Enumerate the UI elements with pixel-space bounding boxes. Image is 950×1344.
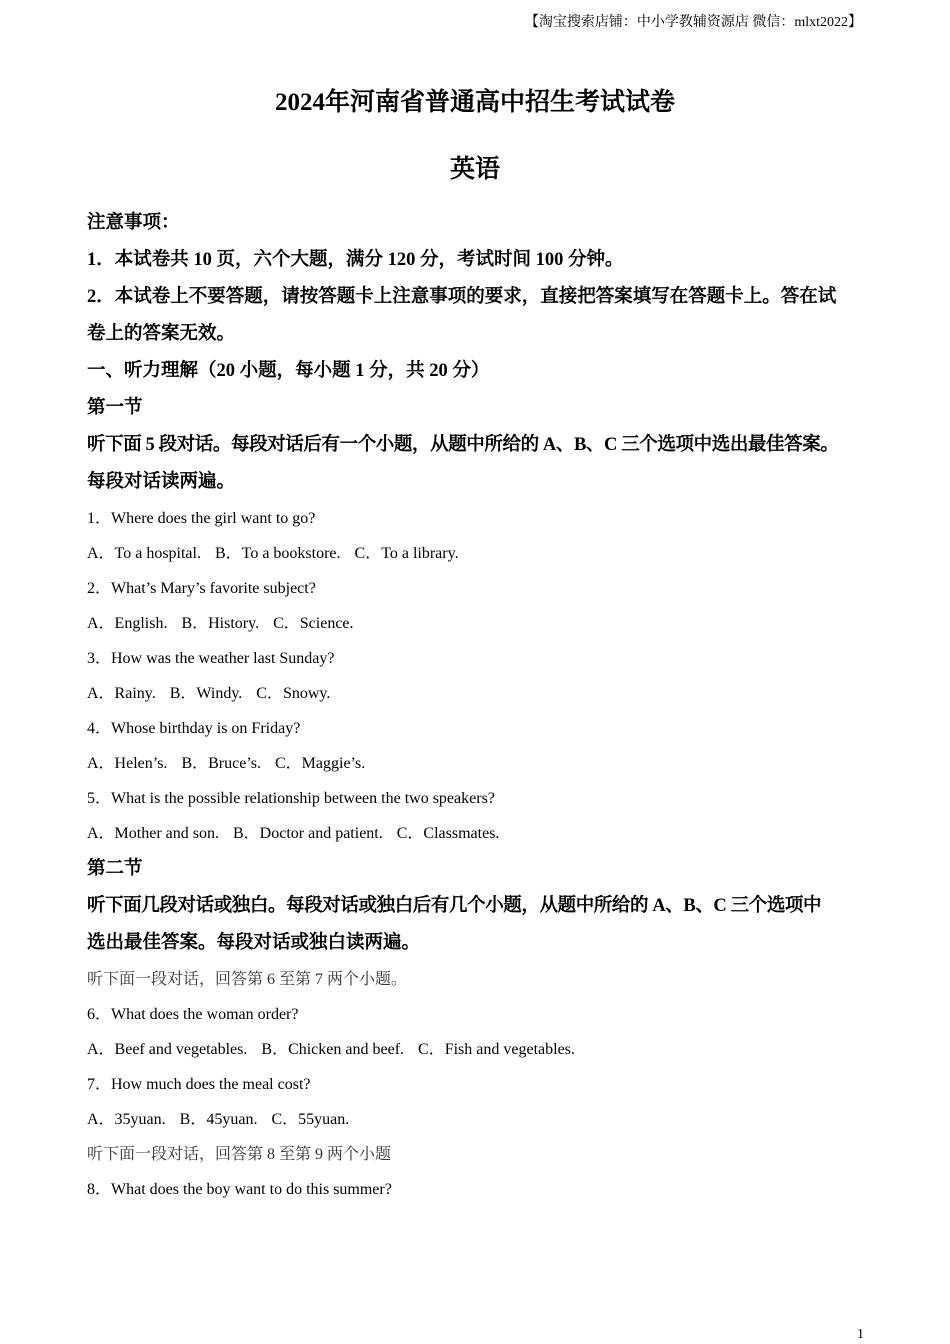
section2-instruction: 听下面几段对话或独白。每段对话或独白后有几个小题，从题中所给的 A、B、C 三个选项中 — [87, 896, 822, 916]
option-b: B．Bruce’s. — [181, 755, 261, 772]
options-row — [87, 676, 877, 711]
option-c: C．Snowy. — [256, 685, 331, 702]
option-c: C．55yuan. — [271, 1111, 350, 1128]
option-b: B．History. — [181, 615, 260, 632]
options-row — [87, 1032, 877, 1067]
option-a: A．Helen’s. — [87, 755, 168, 772]
option-b: B．To a bookstore. — [214, 545, 341, 562]
section1-heading: 第一节 — [87, 398, 143, 418]
option-b: B．Windy. — [169, 685, 243, 702]
section2-heading: 第二节 — [87, 859, 143, 879]
listening-note: 听下面一段对话，回答第 8 至第 9 两个小题 — [87, 1146, 392, 1163]
notice-heading: 注意事项： — [87, 213, 180, 233]
question: 7．How much does the meal cost? — [87, 1076, 311, 1093]
exam-content — [87, 205, 877, 1207]
option-a: A．Beef and vegetables. — [87, 1041, 248, 1058]
header-note: 【淘宝搜索店铺：中小学教辅资源店 微信：mlxt2022】 — [524, 15, 862, 30]
options-row — [87, 816, 877, 851]
subject-title: 英语 — [449, 156, 500, 183]
option-a: A．35yuan. — [87, 1111, 166, 1128]
option-a: A．To a hospital. — [87, 545, 201, 562]
option-c: C．Maggie’s. — [275, 755, 366, 772]
question: 1．Where does the girl want to go? — [87, 510, 316, 527]
option-c: C．Science. — [273, 615, 354, 632]
question: 5．What is the possible relationship between the two speakers? — [87, 790, 495, 807]
option-b: B．45yuan. — [179, 1111, 258, 1128]
option-a: A．Rainy. — [87, 685, 156, 702]
question: 3．How was the weather last Sunday? — [87, 650, 335, 667]
question: 6．What does the woman order? — [87, 1006, 299, 1023]
option-b: B．Chicken and beef. — [261, 1041, 405, 1058]
option-c: C．Classmates. — [396, 825, 500, 842]
option-a: A．Mother and son. — [87, 825, 219, 842]
options-row — [87, 746, 877, 781]
options-row — [87, 536, 877, 571]
notice-item: 1．本试卷共 10 页，六个大题，满分 120 分，考试时间 100 分钟。 — [87, 250, 624, 270]
section1-instruction: 每段对话读两遍。 — [87, 472, 236, 492]
question: 2．What’s Mary’s favorite subject? — [87, 580, 316, 597]
section2-instruction: 选出最佳答案。每段对话或独白读两遍。 — [87, 933, 421, 953]
option-a: A．English. — [87, 615, 168, 632]
section1-instruction: 听下面 5 段对话。每段对话后有一个小题，从题中所给的 A、B、C 三个选项中选出最佳答案。 — [87, 435, 839, 455]
option-c: C．To a library. — [354, 545, 459, 562]
options-row — [87, 606, 877, 641]
part1-heading: 一、听力理解（20 小题，每小题 1 分，共 20 分） — [87, 361, 490, 381]
page-title: 2024年河南省普通高中招生考试试卷 — [274, 89, 675, 116]
notice-item: 卷上的答案无效。 — [87, 324, 236, 344]
option-b: B．Doctor and patient. — [233, 825, 383, 842]
question: 8．What does the boy want to do this summer? — [87, 1181, 392, 1198]
notice-item: 2．本试卷上不要答题，请按答题卡上注意事项的要求，直接把答案填写在答题卡上。答在试 — [87, 287, 837, 307]
options-row — [87, 1102, 877, 1137]
option-c: C．Fish and vegetables. — [418, 1041, 575, 1058]
question: 4．Whose birthday is on Friday? — [87, 720, 301, 737]
page-number: 1 — [857, 1327, 864, 1342]
listening-note: 听下面一段对话，回答第 6 至第 7 两个小题。 — [87, 971, 408, 988]
